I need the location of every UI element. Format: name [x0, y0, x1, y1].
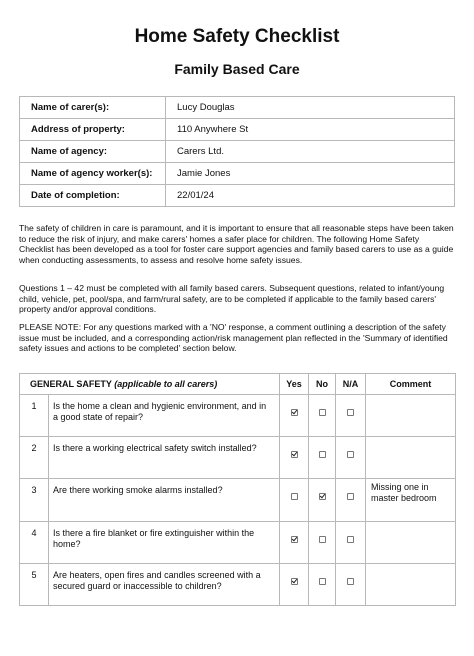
yes-checkbox[interactable] [291, 451, 298, 458]
info-value: 22/01/24 [166, 185, 455, 207]
question-number: 2 [20, 437, 49, 479]
questions-paragraph: Questions 1 – 42 must be completed with all family based carers. Subsequent questions, related to infant/young child, vehicle, pet, pool/spa, and farm/rural safety, are to be completed if applicable to the family based carers' property and/or approval conditions. [19, 283, 445, 315]
question-number: 3 [20, 479, 49, 522]
no-checkbox[interactable] [319, 578, 326, 585]
section-title: GENERAL SAFETY [30, 379, 112, 389]
info-value: 110 Anywhere St [166, 119, 455, 141]
no-checkbox[interactable] [319, 451, 326, 458]
info-row [20, 97, 455, 119]
info-row [20, 141, 455, 163]
info-row [20, 185, 455, 207]
info-label: Name of agency worker(s): [20, 163, 166, 185]
no-checkbox[interactable] [319, 493, 326, 500]
page-title: Home Safety Checklist [134, 26, 340, 47]
table-header-row [20, 374, 456, 395]
yes-checkbox[interactable] [291, 578, 298, 585]
table-row [20, 395, 456, 437]
table-row [20, 479, 456, 522]
question-text: Is there a fire blanket or fire extinguisher within the home? [49, 522, 280, 564]
question-number: 5 [20, 564, 49, 606]
info-row [20, 119, 455, 141]
info-label: Name of carer(s): [20, 97, 166, 119]
comment-cell[interactable] [366, 522, 456, 564]
info-label: Name of agency: [20, 141, 166, 163]
na-checkbox[interactable] [347, 451, 354, 458]
carer-info-table [19, 96, 455, 207]
yes-checkbox[interactable] [291, 493, 298, 500]
table-row [20, 522, 456, 564]
info-label: Address of property: [20, 119, 166, 141]
info-value: Carers Ltd. [166, 141, 455, 163]
question-text: Are heaters, open fires and candles screened with a secured guard or inaccessible to children? [49, 564, 280, 606]
info-label: Date of completion: [20, 185, 166, 207]
section-note: (applicable to all carers) [114, 379, 218, 389]
comment-cell[interactable] [366, 437, 456, 479]
yes-checkbox[interactable] [291, 409, 298, 416]
col-na-header: N/A [336, 374, 366, 395]
info-value: Jamie Jones [166, 163, 455, 185]
col-yes-header: Yes [280, 374, 309, 395]
general-safety-table [19, 373, 456, 606]
comment-cell[interactable] [366, 395, 456, 437]
na-checkbox[interactable] [347, 493, 354, 500]
question-number: 4 [20, 522, 49, 564]
col-no-header: No [309, 374, 336, 395]
na-checkbox[interactable] [347, 536, 354, 543]
section-header [20, 374, 280, 395]
na-checkbox[interactable] [347, 409, 354, 416]
question-number: 1 [20, 395, 49, 437]
table-row [20, 564, 456, 606]
no-checkbox[interactable] [319, 536, 326, 543]
question-text: Is the home a clean and hygienic environment, and in a good state of repair? [49, 395, 280, 437]
table-row [20, 437, 456, 479]
yes-checkbox[interactable] [291, 536, 298, 543]
comment-cell[interactable]: Missing one in master bedroom [366, 479, 456, 522]
page-subtitle: Family Based Care [174, 61, 300, 77]
question-text: Is there a working electrical safety switch installed? [49, 437, 280, 479]
question-text: Are there working smoke alarms installed? [49, 479, 280, 522]
no-checkbox[interactable] [319, 409, 326, 416]
note-paragraph: PLEASE NOTE: For any questions marked with a 'NO' response, a comment outlining a description of the safety issue must be included, and a corresponding action/risk management plan reflected in the 'Summary of identified safety issues and actions to be completed' section below. [19, 322, 448, 354]
comment-cell[interactable] [366, 564, 456, 606]
intro-paragraph: The safety of children in care is paramount, and it is important to ensure that all reasonable steps have been taken to reduce the risk of injury, and make carers' homes a safer place for children. The following Home Safety Checklist has been developed as a tool for foster care support agencies and family based carers to use as a guide when conducting assessments, to assess and resolve home safety issues. [19, 223, 454, 265]
na-checkbox[interactable] [347, 578, 354, 585]
info-row [20, 163, 455, 185]
info-value: Lucy Douglas [166, 97, 455, 119]
col-comment-header: Comment [366, 374, 456, 395]
